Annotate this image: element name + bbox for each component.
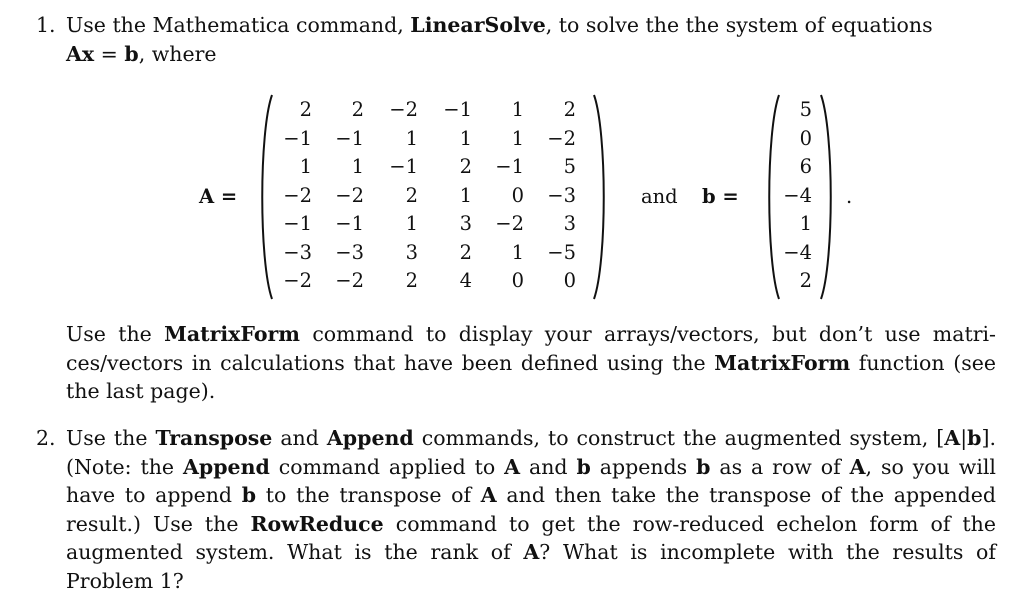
matrix-a-cell: −1 bbox=[495, 155, 524, 178]
equation-period: . bbox=[846, 185, 853, 208]
matrix-a-cell: −3 bbox=[335, 240, 364, 264]
matrix-a-cell: 2 bbox=[405, 269, 418, 292]
matrix-equation bbox=[0, 92, 1024, 302]
matrix-a-cell: 0 bbox=[563, 269, 576, 292]
matrix-a-cell: −3 bbox=[283, 240, 312, 264]
matrix-a-cell: 4 bbox=[459, 269, 472, 292]
matrix-a-cell: 2 bbox=[459, 155, 472, 178]
problem-1-intro-text bbox=[66, 11, 996, 68]
matrix-a-cell: 2 bbox=[563, 98, 576, 121]
matrix-a-cell: −1 bbox=[283, 212, 312, 235]
matrix-right-paren bbox=[590, 92, 610, 302]
vector-b-cell: 6 bbox=[799, 155, 812, 178]
matrix-a-cell: −1 bbox=[335, 212, 364, 235]
append-command-note: Append bbox=[182, 454, 270, 479]
matrix-a-cell: 1 bbox=[299, 155, 312, 178]
problem-2-text: Use the Transpose and Append commands, to construct the augmented system, [A|b]. (Note: the Append command applied to A and b appends b as a row of A, so you will have to append b to the transpose of A and then take the transpose of the appended result.) Use the RowReduce command to get the row-reduced echelon form of the augmented system. What is the rank of A? What is incomplete with the results of Problem 1? bbox=[66, 426, 997, 593]
note-text-c: function (see the last page). bbox=[66, 350, 996, 403]
vector-b-cell: 1 bbox=[799, 212, 812, 235]
vector-b-cell: 2 bbox=[799, 269, 812, 292]
note-text-a: Use the bbox=[66, 322, 165, 346]
matrix-a-cell: 1 bbox=[459, 183, 472, 207]
matrix-a-cell: 2 bbox=[351, 98, 364, 121]
matrix-a-cell: −2 bbox=[283, 269, 312, 292]
matrix-a-cell: 3 bbox=[459, 212, 472, 235]
note-text-b: command to display your arrays/vectors, but don’t use matri-ces/vectors in calculations that have been defined using the bbox=[66, 322, 996, 375]
transpose-command: Transpose bbox=[155, 426, 273, 450]
rowreduce-command: RowReduce bbox=[250, 511, 384, 536]
matrixform-command-2: MatrixForm bbox=[714, 350, 851, 375]
matrix-a-cell: −2 bbox=[495, 212, 524, 235]
append-command: Append bbox=[326, 426, 414, 450]
matrix-a-cell: −2 bbox=[283, 183, 312, 207]
equals-sign: = bbox=[94, 41, 125, 66]
b-symbol: b bbox=[124, 41, 139, 66]
vector-right-paren bbox=[817, 92, 837, 302]
linearsolve-command: LinearSolve bbox=[410, 13, 546, 37]
matrix-a-cell: −1 bbox=[335, 126, 364, 150]
matrix-a-cell: −1 bbox=[443, 98, 472, 121]
vector-b-cell: 0 bbox=[799, 126, 812, 150]
a-equals-label: A = bbox=[199, 185, 238, 208]
matrix-a-cell: −2 bbox=[335, 269, 364, 292]
matrix-a-cell: −5 bbox=[547, 240, 576, 264]
where-text: , where bbox=[138, 41, 217, 66]
problem-2 bbox=[36, 424, 996, 595]
matrix-a-cell: 2 bbox=[299, 98, 312, 121]
b-equals-label: b = bbox=[702, 185, 739, 208]
matrix-a-cell: 1 bbox=[511, 126, 524, 150]
and-label: and bbox=[641, 185, 678, 208]
matrix-a-cell: 0 bbox=[511, 269, 524, 292]
matrix-a-cell: −2 bbox=[547, 126, 576, 150]
problem-2-number: 2. bbox=[36, 426, 56, 450]
matrix-a-cell: 2 bbox=[405, 183, 418, 207]
problem-1-note bbox=[36, 320, 996, 406]
vector-b-cell: −4 bbox=[783, 183, 812, 207]
matrix-a-cell: −2 bbox=[389, 98, 418, 121]
matrix-a-cell: 1 bbox=[405, 126, 418, 150]
matrixform-command-1: MatrixForm bbox=[164, 322, 300, 346]
matrix-a-cell: −1 bbox=[283, 126, 312, 150]
problem-1-intro bbox=[36, 11, 996, 68]
matrix-a-cell: 1 bbox=[511, 98, 524, 121]
matrix-a-cell: 1 bbox=[511, 240, 524, 264]
matrix-a-cell: 1 bbox=[351, 155, 364, 178]
problem-1-note-text bbox=[66, 320, 996, 406]
matrix-a-cell: 5 bbox=[563, 155, 576, 178]
matrix-a-cell: 1 bbox=[459, 126, 472, 150]
problem-1-text-a: Use the Mathematica command, bbox=[66, 13, 411, 37]
problem-1-text-b: , to solve the the system of equations bbox=[545, 13, 933, 37]
vector-b-cell: −4 bbox=[783, 240, 812, 264]
matrix-a-cell: −2 bbox=[335, 183, 364, 207]
matrix-a-cell: 1 bbox=[405, 212, 418, 235]
ax-symbol: Ax bbox=[66, 41, 95, 66]
vector-b-cell: 5 bbox=[799, 98, 812, 121]
matrix-a-cell: −3 bbox=[547, 183, 576, 207]
problem-1-number: 1. bbox=[36, 13, 56, 37]
matrix-a-cell: 0 bbox=[511, 183, 524, 207]
matrix-a-cell: −1 bbox=[389, 155, 418, 178]
matrix-a-cell: 3 bbox=[405, 240, 418, 264]
matrix-a-cell: 2 bbox=[459, 240, 472, 264]
matrix-a-cell: 3 bbox=[563, 212, 576, 235]
